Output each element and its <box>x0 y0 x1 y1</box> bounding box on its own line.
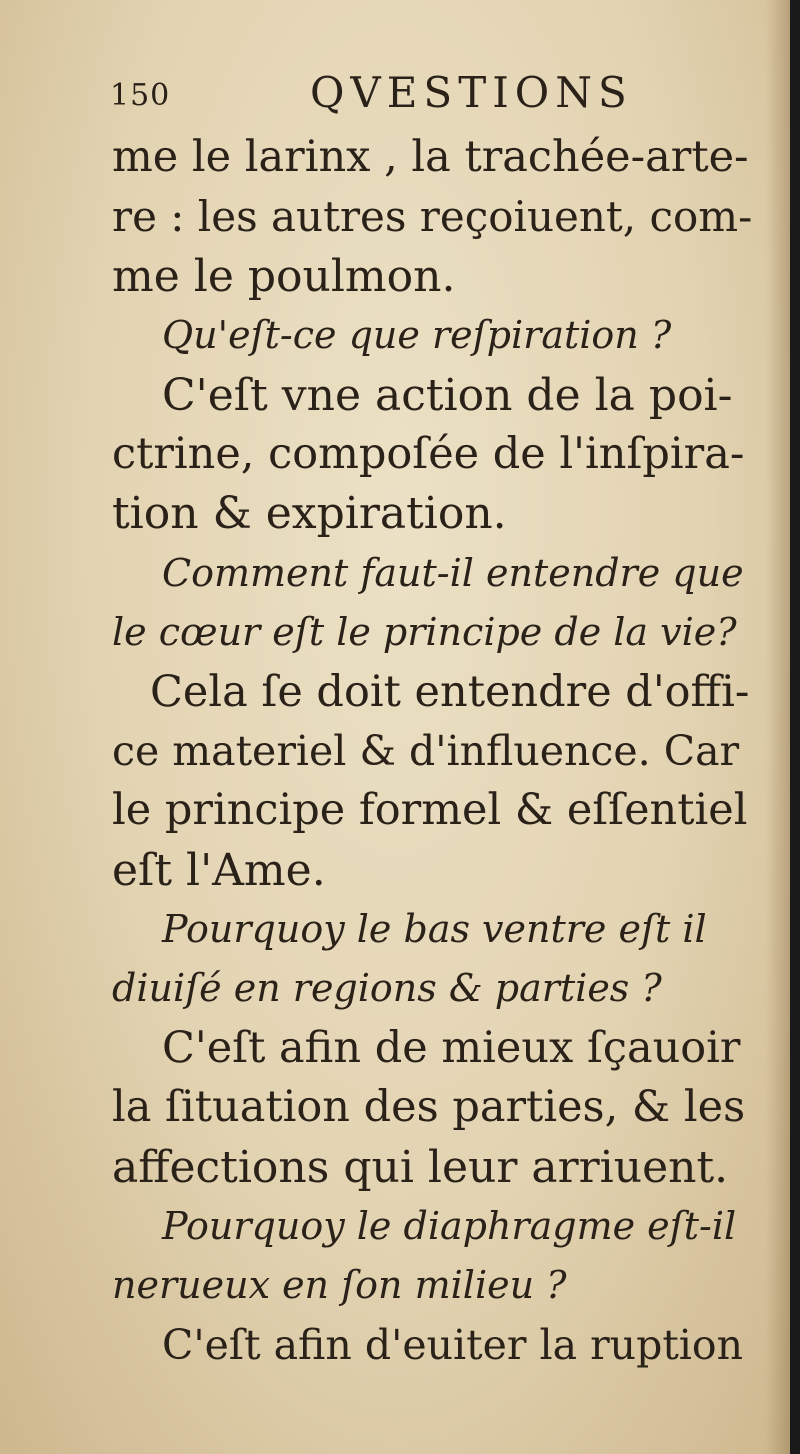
answer-line: C'eſt afin d'euiter la ruption <box>162 1320 744 1369</box>
running-head: QVESTIONS <box>310 68 633 117</box>
question-line: diuiſé en regions & parties ? <box>112 966 662 1011</box>
text-line: re : les autres reçoiuent, com- <box>112 192 753 242</box>
text-line: me le poulmon. <box>112 250 456 302</box>
body-text <box>112 128 752 1375</box>
question-line: nerueux en ſon milieu ? <box>112 1263 567 1308</box>
answer-line: Cela ſe doit entendre d'offi- <box>150 666 750 717</box>
text-line: la ſituation des parties, & les <box>112 1082 746 1133</box>
text-line: ce materiel & d'influence. Car <box>112 726 740 775</box>
question-line: Pourquoy le bas ventre eſt il <box>162 907 707 952</box>
answer-line: C'eſt vne action de la poi- <box>162 369 733 421</box>
question-line: le cœur eſt le principe de la vie? <box>112 610 737 655</box>
text-line: eſt l'Ame. <box>112 844 326 896</box>
text-line: tion & expiration. <box>112 488 507 540</box>
question-line: Pourquoy le diaphragme eſt-il <box>162 1204 737 1249</box>
question-line: Qu'eſt-ce que reſpiration ? <box>162 313 672 358</box>
answer-line: C'eſt afin de mieux ſçauoir <box>162 1022 741 1073</box>
text-line: affections qui leur arriuent. <box>112 1141 729 1193</box>
text-line: le principe formel & eſſentiel <box>112 785 748 836</box>
page-header <box>110 68 633 118</box>
text-line: ctrine, compoſée de l'inſpira- <box>112 428 745 479</box>
page-number: 150 <box>110 78 171 113</box>
question-line: Comment faut-il entendre que <box>162 550 744 595</box>
text-line: me le larinx , la trachée-arte- <box>112 132 749 182</box>
